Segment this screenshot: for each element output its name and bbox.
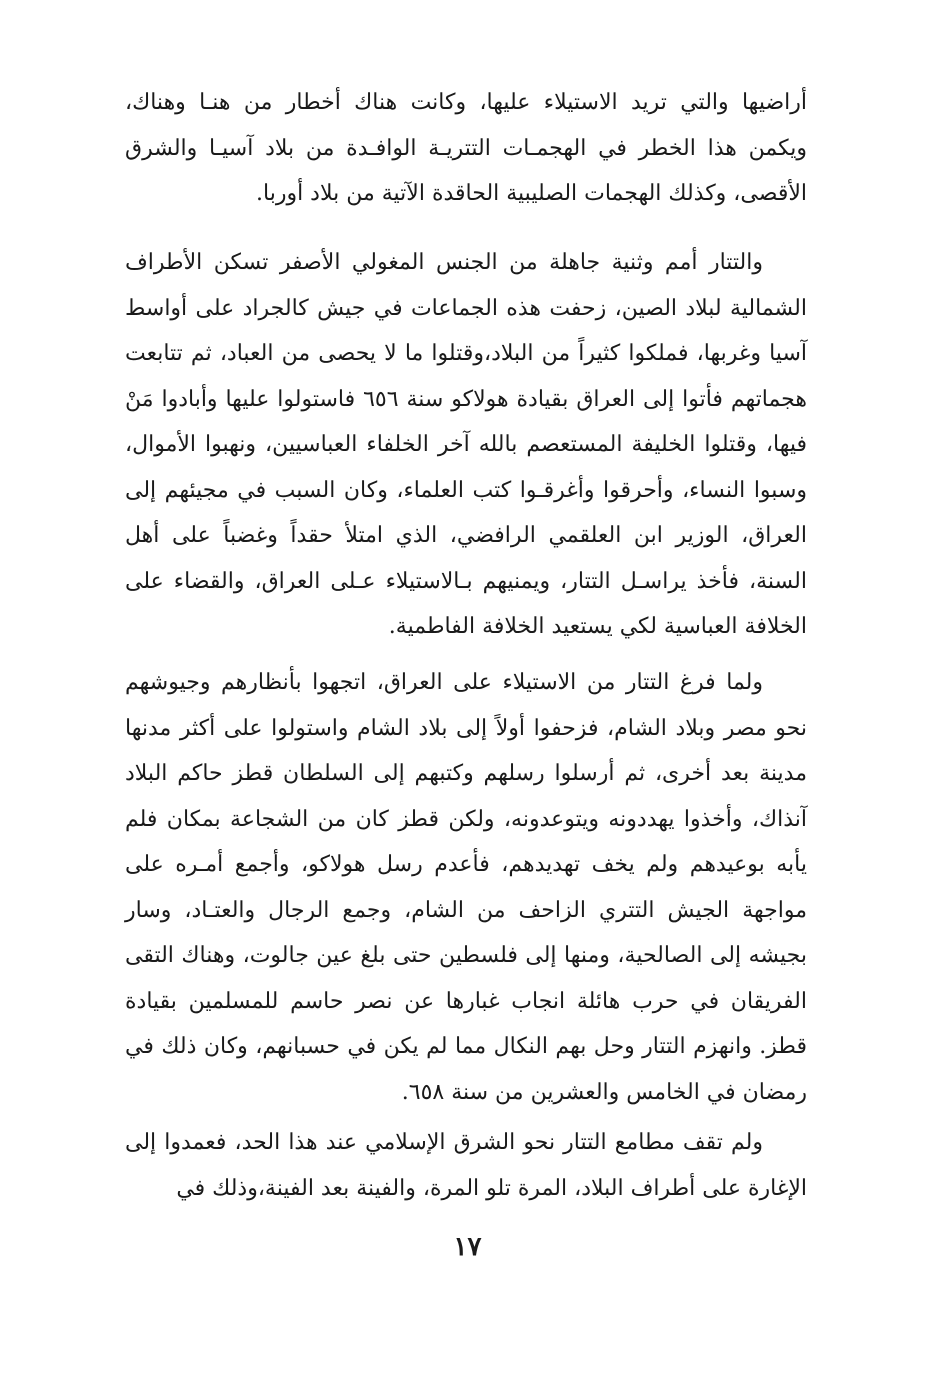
paragraph-4: ولم تقف مطامع التتار نحو الشرق الإسلامي عند هذا الحد، فعمدوا إلى الإغارة على أطراف البلاد، المرة تلو المرة، والفينة بعد الفينة،وذلك في: [125, 1130, 807, 1201]
paragraph-3: ولما فرغ التتار من الاستيلاء على العراق، اتجهوا بأنظارهم وجيوشهم نحو مصر وبلاد الشام، فزحفوا أولاً إلى بلاد الشام واستولوا على أكثر مدنها مدينة بعد أخرى، ثم أرسلوا رسلهم وكتبهم إلى السلطان قطز حاكم البلاد آنذاك، وأخذوا يهددونه ويتوعدونه، ولكن قطز كان من الشجاعة بمكان فلم يأبه بوعيدهم ولم يخف تهديدهم، فأعدم رسل هولاكو، وأجمع أمـره على مواجهة الجيش التتري الزاحف من الشام، وجمع الرجال والعتـاد، وسار بجيشه إلى الصالحية، ومنها إلى فلسطين حتى بلغ عين جالوت، وهناك التقى الفريقان في حرب هائلة انجاب غبارها عن نصر حاسم للمسلمين بقيادة قطز. وانهزم التتار وحل بهم النكال مما لم يكن في حسبانهم، وكان ذلك في رمضان في الخامس والعشرين من سنة ٦٥٨.: [125, 670, 807, 1105]
page-number: ١٧: [453, 1232, 482, 1262]
paragraph-2: والتتار أمم وثنية جاهلة من الجنس المغولي الأصفر تسكن الأطراف الشمالية لبلاد الصين، زحفت هذه الجماعات في جيش كالجراد على أواسط آسيا وغربها، فملكوا كثيراً من البلاد،وقتلوا ما لا يحصى من العباد، ثم تتابعت هجماتهم فأتوا إلى العراق بقيادة هولاكو سنة ٦٥٦ فاستولوا عليها وأبادوا مَنْ فيها، وقتلوا الخليفة المستعصم بالله آخر الخلفاء العباسيين، ونهبوا الأموال، وسبوا النساء، وأحرقوا وأغرقـوا كتب العلماء، وكان السبب في مجيئهم إلى العراق، الوزير ابن العلقمي الرافضي، الذي امتلأ حقداً وغضباً على أهل السنة، فأخذ يراسـل التتار، ويمنيهم بـالاستيلاء عـلى العراق، والقضاء على الخلافة العباسية لكي يستعيد الخلافة الفاطمية.: [125, 250, 807, 639]
paragraph-1: أراضيها والتي تريد الاستيلاء عليها، وكانت هناك أخطار من هنـا وهناك، ويكمن هذا الخطر في الهجمـات التتريـة الوافـدة من بلاد آسيـا والشرق الأقصى، وكذلك الهجمات الصليبية الحاقدة الآتية من بلاد أوربا.: [125, 90, 807, 206]
